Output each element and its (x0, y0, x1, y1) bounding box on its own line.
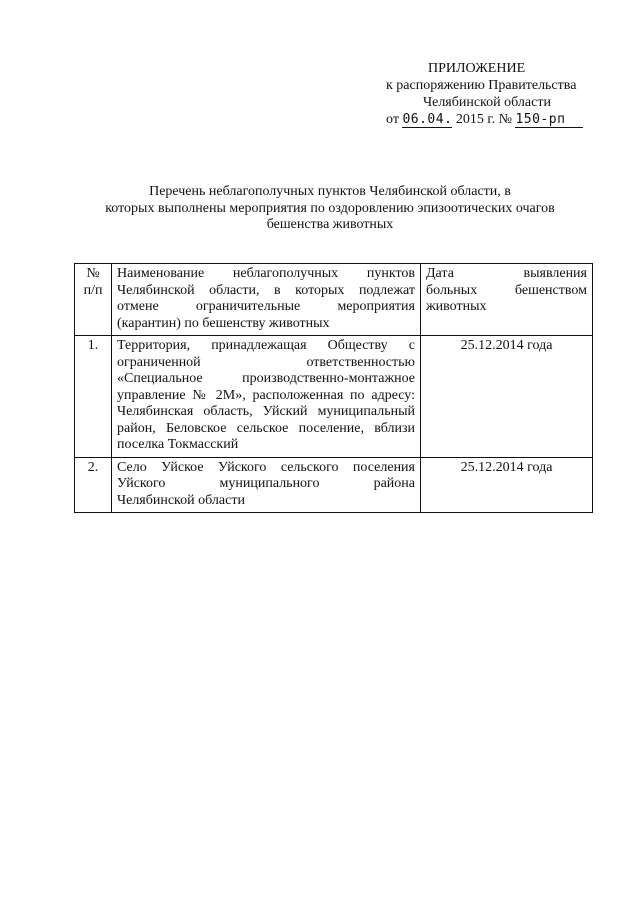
header-name (112, 264, 421, 336)
document-title (70, 184, 590, 234)
table-row (75, 457, 593, 513)
cell-line: поселка Токмасский (117, 437, 239, 452)
cell-line: больных бешенством (426, 282, 587, 298)
cell-line: (карантин) по бешенству животных (117, 315, 330, 331)
row-date: 25.12.2014 года (421, 457, 593, 513)
cell-line: район, Беловское сельское поселение, вблизи (117, 420, 415, 436)
appendix-line: Челябинской области (423, 95, 551, 110)
title-line: Перечень неблагополучных пунктов Челябинской области, в (149, 184, 511, 199)
appendix-block (380, 60, 620, 128)
appendix-line: к распоряжению Правительства (386, 78, 577, 93)
cell-line: Территория, принадлежащая Обществу с (117, 338, 415, 353)
appendix-date-line (380, 111, 620, 128)
row-name (112, 457, 421, 513)
cell-line: Наименование неблагополучных пунктов (117, 266, 415, 281)
cell-line: управление № 2М», расположенная по адресу: (117, 387, 415, 403)
row-name (112, 336, 421, 458)
cell-line: Челябинской области, в которых подлежат (117, 282, 415, 298)
row-date: 25.12.2014 года (421, 336, 593, 458)
row-number: 2. (75, 457, 112, 513)
cell-line: «Специальное производственно-монтажное (117, 371, 415, 386)
cell-line: Челябинская область, Уйский муниципальный (117, 404, 415, 419)
title-line: которых выполнены мероприятия по оздоровлению эпизоотических очагов (105, 200, 555, 216)
cell-line: Село Уйское Уйского сельского поселения (117, 459, 415, 475)
handwritten-date: 06.04. (402, 112, 453, 127)
cell-line: животных (426, 299, 487, 314)
table-row (75, 336, 593, 458)
cell-line: Дата выявления (426, 266, 587, 281)
date-year: 2015 г. № (455, 112, 512, 127)
row-number: 1. (75, 336, 112, 458)
cell-line: Челябинской области (117, 492, 245, 508)
appendix-heading: ПРИЛОЖЕНИЕ (428, 61, 526, 76)
cell-line: отмене ограничительные мероприятия (117, 299, 415, 314)
handwritten-number: 150-рп (515, 112, 583, 128)
date-prefix: от (386, 112, 399, 127)
header-date (421, 264, 593, 336)
title-line: бешенства животных (266, 217, 394, 232)
cell-line: ограниченной ответственностью (117, 354, 415, 370)
header-number: № п/п (75, 264, 112, 336)
cell-line: Уйского муниципального района (117, 476, 415, 491)
table-header-row (75, 264, 593, 336)
points-table (74, 263, 593, 513)
